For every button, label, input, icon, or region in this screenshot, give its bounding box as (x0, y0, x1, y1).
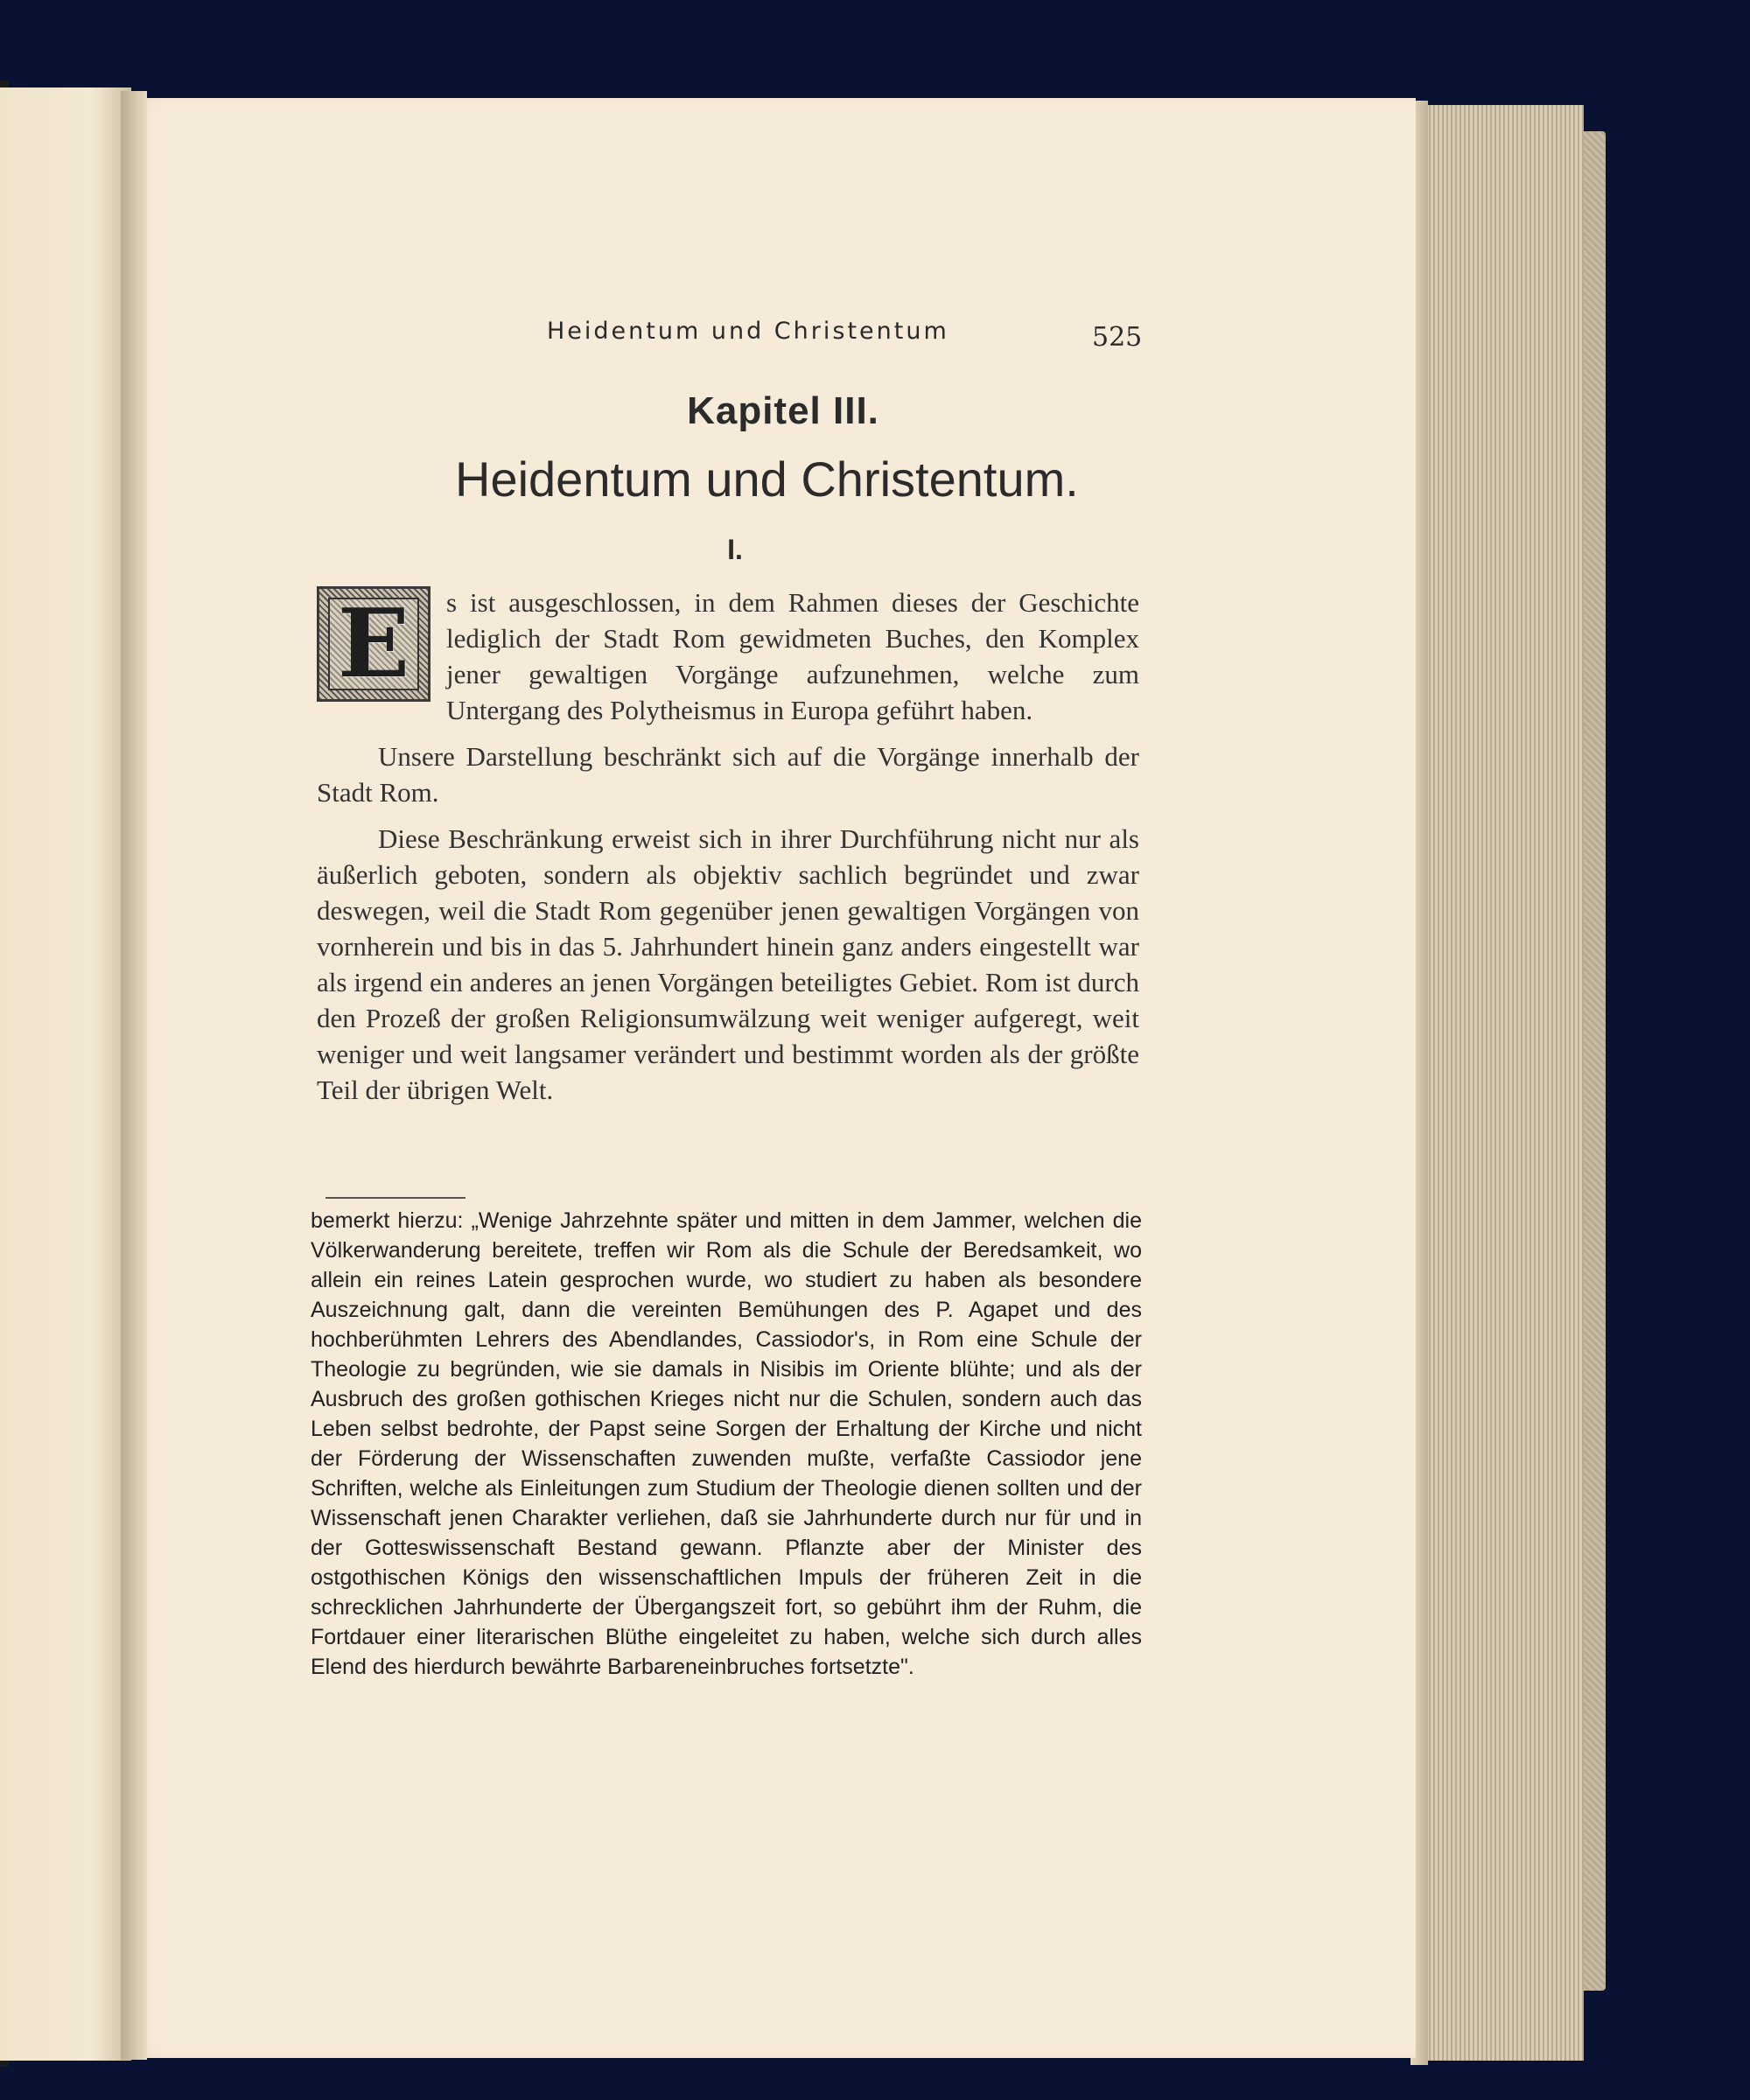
chapter-title: Heidentum und Christentum. (455, 452, 1079, 507)
footnote: bemerkt hierzu: „Wenige Jahrzehnte später und mitten in dem Jammer, welchen die Völkerwanderung bereitete, treffen wir Rom als die Schule der Beredsamkeit, wo allein ein reines Latein gesprochen wurde, wo studiert zu haben als besondere Auszeichnung galt, dann die vereinten Bemühungen des P. Agapet und des hochberühmten Lehrers des Abendlandes, Cassiodor's, in Rom eine Schule der Theologie zu begründen, wie sie damals in Nisibis im Oriente blühte; und als der Ausbruch des großen gothischen Krieges nicht nur die Schulen, sondern auch das Leben selbst bedrohte, der Papst seine Sorgen der Erhaltung der Kirche und nicht der Förderung der Wissenschaften zuwenden mußte, verfaßte Cassiodor jene Schriften, welche als Einleitungen zum Studium der Theologie dienen sollten und der Wissenschaft jenen Charakter verliehen, daß sie Jahrhunderte durch nur für und in der Gotteswissenschaft Bestand gewann. Pflanzte aber der Minister des ostgothischen Königs den wissenschaftlichen Impuls der früheren Zeit in die schrecklichen Jahrhunderte der Übergangszeit fort, so gebührt ihm der Ruhm, die Fortdauer einer literarischen Blüthe eingeleitet zu haben, welche sich durch alles Elend des hierdurch bewährte Barbareneinbruches fortsetzte". (311, 1208, 1142, 1679)
drop-cap-frame (328, 589, 419, 699)
gutter (121, 91, 147, 2060)
chapter-label: Kapitel III. (687, 389, 879, 432)
page-number: 525 (1092, 322, 1143, 353)
running-head: Heidentum und Christentum (547, 318, 949, 345)
section-number: I. (727, 534, 743, 565)
body-text (317, 584, 1139, 1118)
paragraph-1-text: s ist ausgeschlossen, in dem Rahmen dieses der Geschichte lediglich der Stadt Rom gewidmeten Buches, den Komplex jener gewaltigen Vorgänge aufzunehmen, welche zum Untergang des Polytheismus in Europa geführt haben. (446, 587, 1139, 725)
paragraph-1 (317, 584, 1139, 728)
left-page (0, 88, 131, 2061)
drop-cap-letter: E (337, 589, 410, 699)
paragraph-3: Diese Beschränkung erweist sich in ihrer Durchführung nicht nur als äußerlich geboten, sondern als objektiv sachlich begründet und zwar deswegen, weil die Stadt Rom gegenüber jenen gewaltigen Vorgängen von vornherein und bis in das 5. Jahrhundert hinein ganz anders eingestellt war als irgend ein anderes an jenen Vorgängen beteiligtes Gebiet. Rom ist durch den Prozeß der großen Religionsumwälzung weit weniger aufgeregt, weit weniger und weit langsamer verändert und bestimmt worden als der größte Teil der übrigen Welt. (317, 823, 1139, 1105)
footnote-rule (326, 1197, 466, 1199)
paragraph-2: Unsere Darstellung beschränkt sich auf die Vorgänge innerhalb der Stadt Rom. (317, 741, 1139, 808)
drop-cap-ornament (317, 586, 430, 702)
